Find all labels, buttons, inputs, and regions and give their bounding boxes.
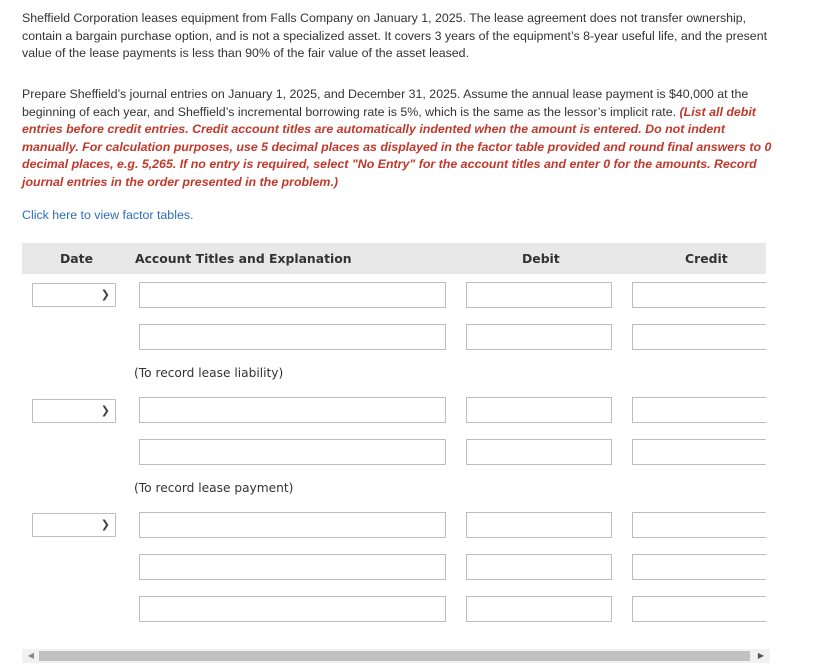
account-title-input[interactable] (139, 512, 446, 538)
horizontal-scrollbar[interactable] (22, 649, 770, 663)
debit-input[interactable] (466, 397, 612, 423)
date-select[interactable] (32, 283, 116, 307)
account-title-input[interactable] (139, 596, 446, 622)
chevron-down-icon: ❯ (100, 404, 110, 417)
debit-input[interactable] (466, 439, 612, 465)
account-title-input[interactable] (139, 397, 446, 423)
date-select[interactable] (32, 513, 116, 537)
account-title-input[interactable] (139, 282, 446, 308)
debit-input[interactable] (466, 324, 612, 350)
arrow-left-icon[interactable]: ◀ (27, 651, 35, 660)
scrollbar-thumb[interactable] (39, 651, 750, 661)
arrow-right-icon[interactable]: ▶ (757, 651, 765, 660)
header-account: Account Titles and Explanation (135, 251, 352, 266)
account-title-input[interactable] (139, 439, 446, 465)
instructions-text: (List all debit entries before credit entries. Credit account titles are automatically indented when the amount is entered. Do not indent manually. For calculation purposes, use 5 decimal places as displayed in the factor table provided and round final answers to 0 decimal places, e.g. 5,265. If no entry is required, select "No Entry" for the account titles and enter 0 for the amounts. Record journal entries in the order presented in the problem.) (22, 104, 772, 189)
credit-input[interactable] (632, 596, 766, 622)
date-select[interactable] (32, 399, 116, 423)
credit-input[interactable] (632, 397, 766, 423)
entry-note: (To record lease payment) (134, 481, 294, 495)
debit-input[interactable] (466, 596, 612, 622)
journal-table-header (22, 243, 766, 274)
entry-note: (To record lease liability) (134, 366, 284, 380)
header-debit: Debit (522, 251, 560, 266)
account-title-input[interactable] (139, 324, 446, 350)
debit-input[interactable] (466, 554, 612, 580)
chevron-down-icon: ❯ (100, 288, 110, 301)
chevron-down-icon: ❯ (100, 518, 110, 531)
credit-input[interactable] (632, 324, 766, 350)
account-title-input[interactable] (139, 554, 446, 580)
credit-input[interactable] (632, 554, 766, 580)
debit-input[interactable] (466, 282, 612, 308)
credit-input[interactable] (632, 512, 766, 538)
header-credit: Credit (685, 251, 728, 266)
credit-input[interactable] (632, 282, 766, 308)
problem-paragraph-1: Sheffield Corporation leases equipment from Falls Company on January 1, 2025. The lease agreement does not transfer ownership, contain a bargain purchase option, and is not a specialized asset. It covers 3 years of the equipment’s 8-year useful life, and the present value of the lease payments is less than 90% of the fair value of the asset leased. (22, 11, 768, 60)
factor-tables-link[interactable]: Click here to view factor tables. (22, 208, 194, 222)
header-date: Date (60, 251, 93, 266)
problem-text: Prepare Sheffield’s journal entries on January 1, 2025, and December 31, 2025. Assume the annual lease payment is $40,000 at the beginning of each year, and Sheffield’s incremental borrowing rate is 5%, which is the same as the lessor’s implicit rate. (22, 87, 749, 119)
problem-paragraph-2 (22, 86, 782, 191)
credit-input[interactable] (632, 439, 766, 465)
debit-input[interactable] (466, 512, 612, 538)
